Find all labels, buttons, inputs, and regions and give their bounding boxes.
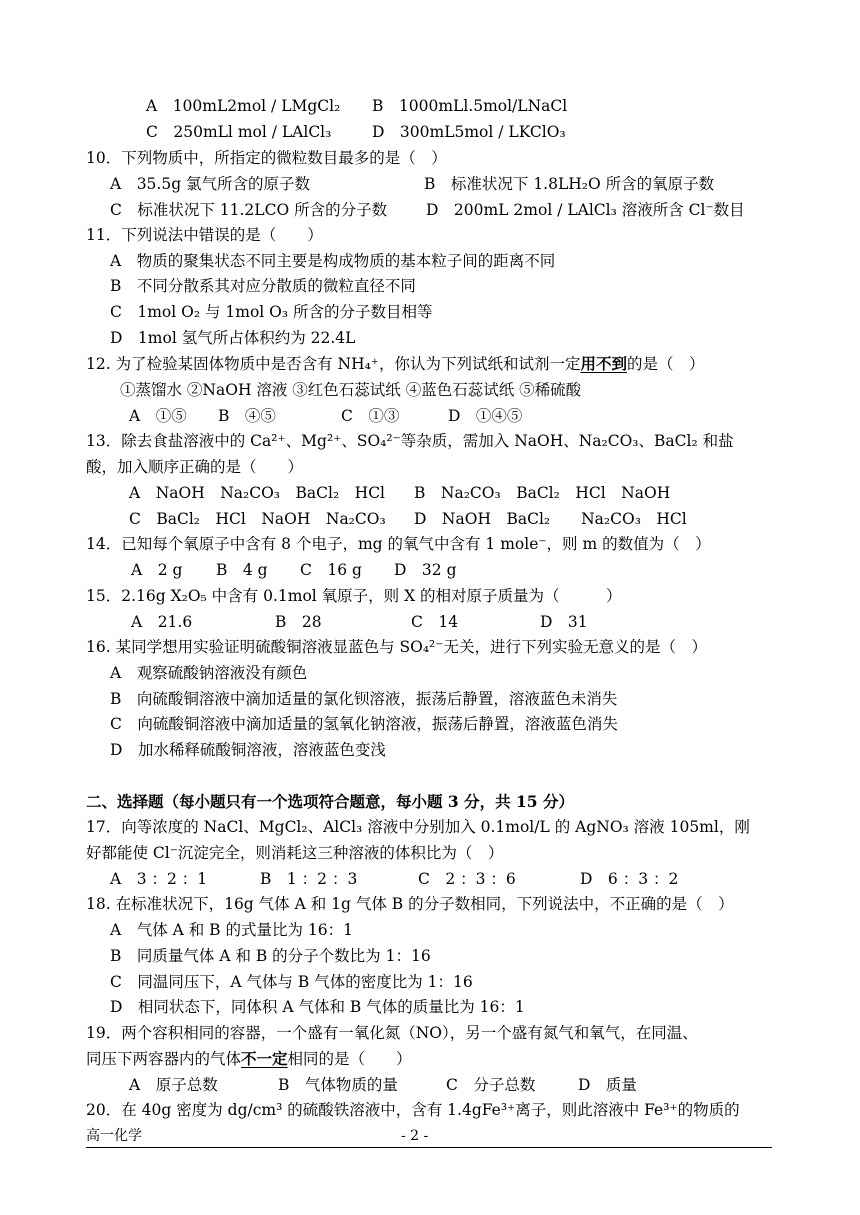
q13-option-d: D NaOH BaCl₂ Na₂CO₃ HCl [414,510,687,528]
q19-options [0,1072,860,1098]
q16-option-a: A 观察硫酸钠溶液没有颜色 [110,664,308,682]
q17-option-a: A 3 ：2 ：1 [110,870,208,888]
q13-options-row-2 [0,506,860,532]
q18-option-a: A 气体 A 和 B 的式量比为 16：1 [110,921,353,939]
footer-page-number: - 2 - [401,1128,429,1144]
footer-rule [86,1147,772,1148]
q13-option-b: B Na₂CO₃ BaCl₂ HCl NaOH [414,484,671,502]
q11-option-d: D 1mol 氢气所占体积约为 22.4L [110,329,356,347]
q16-stem: 16. 某同学想用实验证明硫酸铜溶液显蓝色与 SO₄²⁻无关，进行下列实验无意义的是（ ） [86,638,707,656]
q12-options [0,403,860,429]
q16-option-b: B 向硫酸铜溶液中滴加适量的氯化钡溶液，振荡后静置，溶液蓝色未消失 [110,690,618,708]
q10-options-row-1 [0,171,860,197]
q19-option-c: C 分子总数 [446,1076,536,1094]
q9-option-c: C 250mLl mol / LAlCl₃ [146,123,332,141]
q9-option-a: A 100mL2mol / LMgCl₂ [146,97,341,115]
footer-subject: 高一化学 [86,1128,142,1144]
q17-stem-line-1: 17．向等浓度的 NaCl、MgCl₂、AlCl₃ 溶液中分别加入 0.1mol/L 的 AgNO₃ 溶液 105ml，刚 [86,818,750,836]
q17-option-b: B 1 ：2 ：3 [260,870,358,888]
q9-option-b: B 1000mLl.5mol/LNaCl [372,97,568,115]
q18-option-b: B 同质量气体 A 和 B 的分子个数比为 1：16 [110,947,431,965]
q16-option-d: D 加水稀释硫酸铜溶液，溶液蓝色变浅 [110,741,386,759]
q12-option-c: C ①③ [341,407,400,425]
q14-option-a: A 2 g [131,561,183,579]
q19-stem-line-1: 19．两个容积相同的容器，一个盛有一氧化氮（NO），另一个盛有氮气和氧气，在同温、 [86,1024,698,1042]
q14-options [0,557,860,583]
page-footer [0,1126,860,1146]
q18-option-d: D 相同状态下，同体积 A 气体和 B 气体的质量比为 16：1 [110,998,525,1016]
q10-option-b: B 标准状况下 1.8LH₂O 所含的氧原子数 [424,175,715,193]
q14-stem: 14．已知每个氧原子中含有 8 个电子，mg 的氧气中含有 1 mole⁻，则 m 的数值为（ ） [86,535,711,553]
q13-options-row-1 [0,480,860,506]
q20-stem: 20．在 40g 密度为 dg/cm³ 的硫酸铁溶液中，含有 1.4gFe³⁺离子，则此溶液中 Fe³⁺的物质的 [86,1101,740,1119]
q12-items: ①蒸馏水 ②NaOH 溶液 ③红色石蕊试纸 ④蓝色石蕊试纸 ⑤稀硫酸 [120,381,582,399]
q9-options-row-2 [0,119,860,145]
q18-option-c: C 同温同压下，A 气体与 B 气体的密度比为 1：16 [110,973,473,991]
q9-option-d: D 300mL5mol / LKClO₃ [372,123,566,141]
q15-option-b: B 28 [275,613,322,631]
q19-emphasis: 不一定 [241,1049,288,1068]
q10-options-row-2 [0,197,860,223]
q15-option-a: A 21.6 [131,613,193,631]
section-2-heading: 二、选择题（每小题只有一个选项符合题意，每小题 3 分，共 15 分） [86,792,574,811]
q13-stem-line-1: 13．除去食盐溶液中的 Ca²⁺、Mg²⁺、SO₄²⁻等杂质，需加入 NaOH、Na₂CO₃、BaCl₂ 和盐 [86,432,734,450]
q12-option-b: B ④⑤ [218,407,276,425]
q13-option-c: C BaCl₂ HCl NaOH Na₂CO₃ [129,510,386,528]
q17-option-d: D 6 ：3 ：2 [580,870,679,888]
q15-option-d: D 31 [540,613,588,631]
q12-option-a: A ①⑤ [129,407,187,425]
q10-stem: 10．下列物质中，所指定的微粒数目最多的是（ ） [86,149,447,167]
q11-option-c: C 1mol O₂ 与 1mol O₃ 所含的分子数目相等 [110,303,433,321]
q19-option-d: D 质量 [578,1076,637,1094]
q10-option-a: A 35.5g 氯气所含的原子数 [110,175,311,193]
q18-stem: 18. 在标准状况下，16g 气体 A 和 1g 气体 B 的分子数相同，下列说法中，不正确的是（ ） [86,895,734,913]
q9-options-row-1 [0,93,860,119]
q19-stem-line-2: 同压下两容器内的气体不一定相同的是（ ） [86,1049,412,1068]
q15-stem: 15．2.16g X₂O₅ 中含有 0.1mol 氧原子，则 X 的相对原子质量为（ ） [86,587,622,605]
q12-option-d: D ①④⑤ [448,407,523,425]
q17-option-c: C 2 ：3 ：6 [418,870,516,888]
q15-option-c: C 14 [411,613,459,631]
q11-option-b: B 不同分散系其对应分散质的微粒直径不同 [110,277,416,295]
q14-option-d: D 32 g [394,561,457,579]
q16-option-c: C 向硫酸铜溶液中滴加适量的氢氧化钠溶液，振荡后静置，溶液蓝色消失 [110,715,618,733]
q19-option-b: B 气体物质的量 [278,1076,398,1094]
q11-stem: 11．下列说法中错误的是（ ） [86,226,323,244]
q19-option-a: A 原子总数 [129,1076,218,1094]
q10-option-d: D 200mL 2mol / LAlCl₃ 溶液所含 Cl⁻数目 [426,201,745,219]
q14-option-c: C 16 g [300,561,362,579]
q15-options [0,609,860,635]
q13-option-a: A NaOH Na₂CO₃ BaCl₂ HCl [129,484,386,502]
q17-options [0,866,860,892]
q12-stem: 12. 为了检验某固体物质中是否含有 NH₄⁺，你认为下列试纸和试剂一定用不到的是（ ） [86,354,705,373]
q10-option-c: C 标准状况下 11.2LCO 所含的分子数 [110,201,388,219]
q14-option-b: B 4 g [216,561,268,579]
q12-emphasis: 用不到 [580,354,627,373]
q13-stem-line-2: 酸，加入顺序正确的是（ ） [86,458,304,476]
q11-option-a: A 物质的聚集状态不同主要是构成物质的基本粒子间的距离不同 [110,252,556,270]
q17-stem-line-2: 好都能使 Cl⁻沉淀完全，则消耗这三种溶液的体积比为（ ） [86,844,504,862]
